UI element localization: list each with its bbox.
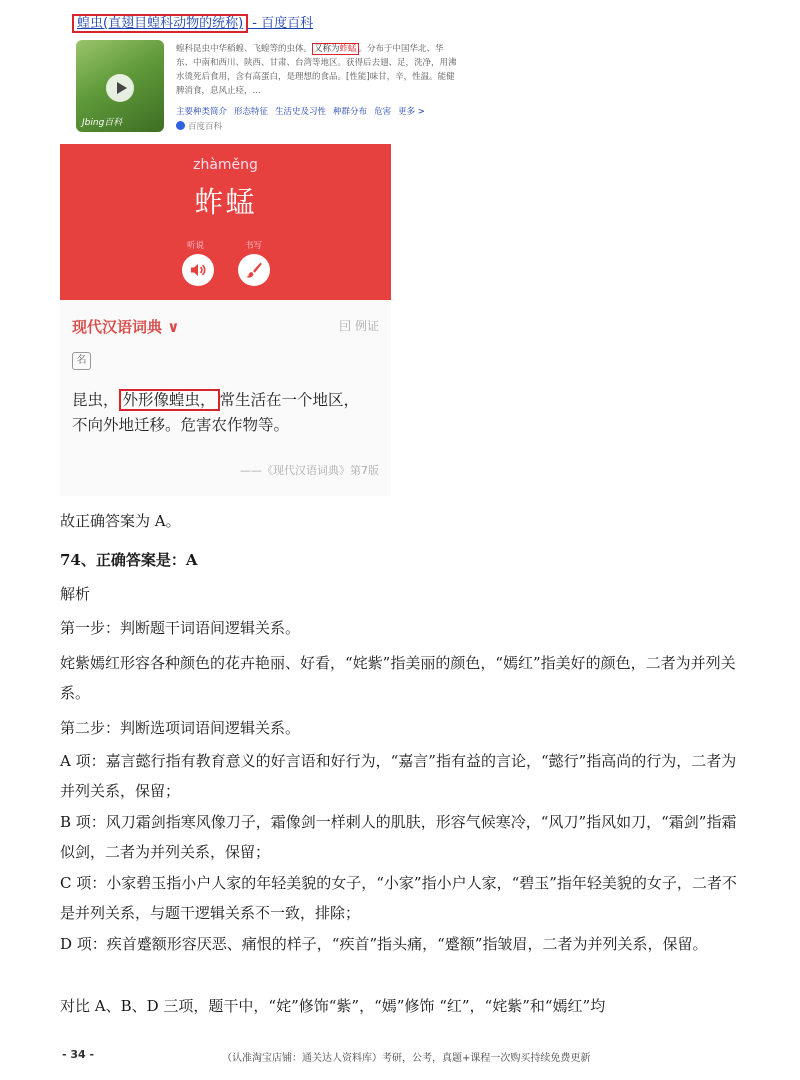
step-one: 第一步：判断题干词语间逻辑关系。 (60, 619, 301, 637)
dictionary-header (60, 144, 391, 300)
video-thumbnail[interactable] (76, 40, 164, 132)
listen-button[interactable] (182, 254, 214, 286)
link-lifecycle[interactable]: 生活史及习性 (275, 107, 327, 117)
highlighted-title: 蝗虫(直翅目蝗科动物的统称) (72, 14, 248, 33)
question-heading: 74、正确答案是：A (60, 551, 198, 569)
option-b: B 项：风刀霜剑指寒风像刀子，霜像剑一样刺人的肌肤，形容气候寒冷，“风刀”指风如刀，“霜剑”指霜似剑，二者为并列关系，保留； (60, 813, 737, 861)
conclusion-text: 故正确答案为 A。 (60, 512, 181, 530)
write-button[interactable] (238, 254, 270, 286)
dictionary-citation: ——《现代汉语词典》第7版 (240, 464, 379, 477)
dictionary-card (60, 144, 391, 496)
step-one-detail: 姹紫嫣红形容各种颜色的花卉艳丽、好看，“姹紫”指美丽的颜色，“嫣红”指美好的颜色，二者为并列关系。 (60, 654, 736, 702)
write-label: 书写 (245, 241, 263, 251)
highlighted-definition: 外形像蝗虫， (119, 389, 220, 411)
title-source: - 百度百科 (248, 16, 314, 31)
dictionary-body (60, 300, 391, 496)
link-morphology[interactable]: 形态特征 (234, 107, 269, 117)
example-button[interactable]: 囙 例证 (339, 319, 379, 333)
step-two: 第二步：判断选项词语间逻辑关系。 (60, 719, 301, 737)
play-icon[interactable] (106, 74, 134, 102)
highlighted-alias: 又称为蚱蜢 (314, 44, 357, 54)
search-result-source: 百度百科 (176, 120, 222, 132)
comparison-text: 对比 A、B、D 三项，题干中，“姹”修饰“紫”，“嫣”修饰 “红”，“姹紫”和“嫣红”均 (60, 997, 606, 1015)
page-number: - 34 - (62, 1048, 95, 1061)
footer-note: （认准淘宝店铺：通关达人资料库）考研，公考，真题+课程一次购买持续免费更新 (222, 1053, 591, 1064)
link-distribution[interactable]: 种群分布 (333, 107, 368, 117)
search-result-description: 蝗科昆虫中华稻蝗、飞蝗等的虫体。 又称为蚱蜢 。分布于中国华北、华东、中南和西川、陕西、甘肃、台湾等地区。获得后去翅、足，洗净，用沸水烫死后食用，含有高蛋白，是理想的食品。[性能]味甘，辛，性温。能健脾消食，息风止痉，... (176, 44, 457, 96)
part-of-speech-tag: 名 (72, 352, 91, 370)
option-c: C 项：小家碧玉指小户人家的年轻美貌的女子，“小家”指小户人家，“碧玉”指年轻美貌的女子，二者不是并列关系，与题干逻辑关系不一致，排除； (60, 874, 737, 922)
link-more[interactable]: 更多 > (398, 107, 425, 117)
link-harm[interactable]: 危害 (374, 107, 392, 117)
pinyin: zhàměng (193, 157, 258, 173)
search-result-card[interactable] (62, 8, 462, 133)
option-a: A 项：嘉言懿行指有教育意义的好言语和好行为，“嘉言”指有益的言论，“懿行”指高尚的行为，二者为并列关系，保留； (60, 752, 737, 800)
baike-logo-icon (176, 121, 185, 130)
dictionary-selector[interactable]: 现代汉语词典 ∨ (72, 318, 180, 336)
dictionary-word: 蚱蜢 (194, 185, 257, 219)
brush-icon (245, 261, 263, 279)
definition-text: 昆虫， 外形像蝗虫， 常生活在一个地区， 不向外地迁移。危害农作物等。 (72, 391, 360, 434)
thumbnail-watermark: Jbing百科 (82, 118, 123, 128)
analysis-label: 解析 (60, 585, 91, 603)
search-result-links (176, 105, 432, 117)
search-result-title[interactable] (72, 12, 313, 31)
link-species[interactable]: 主要种类简介 (176, 107, 228, 117)
speaker-icon (189, 261, 207, 279)
listen-label: 听说 (187, 241, 205, 251)
option-d: D 项：疾首蹙额形容厌恶、痛恨的样子，“疾首”指头痛，“蹙额”指皱眉，二者为并列关系，保留。 (60, 935, 708, 953)
